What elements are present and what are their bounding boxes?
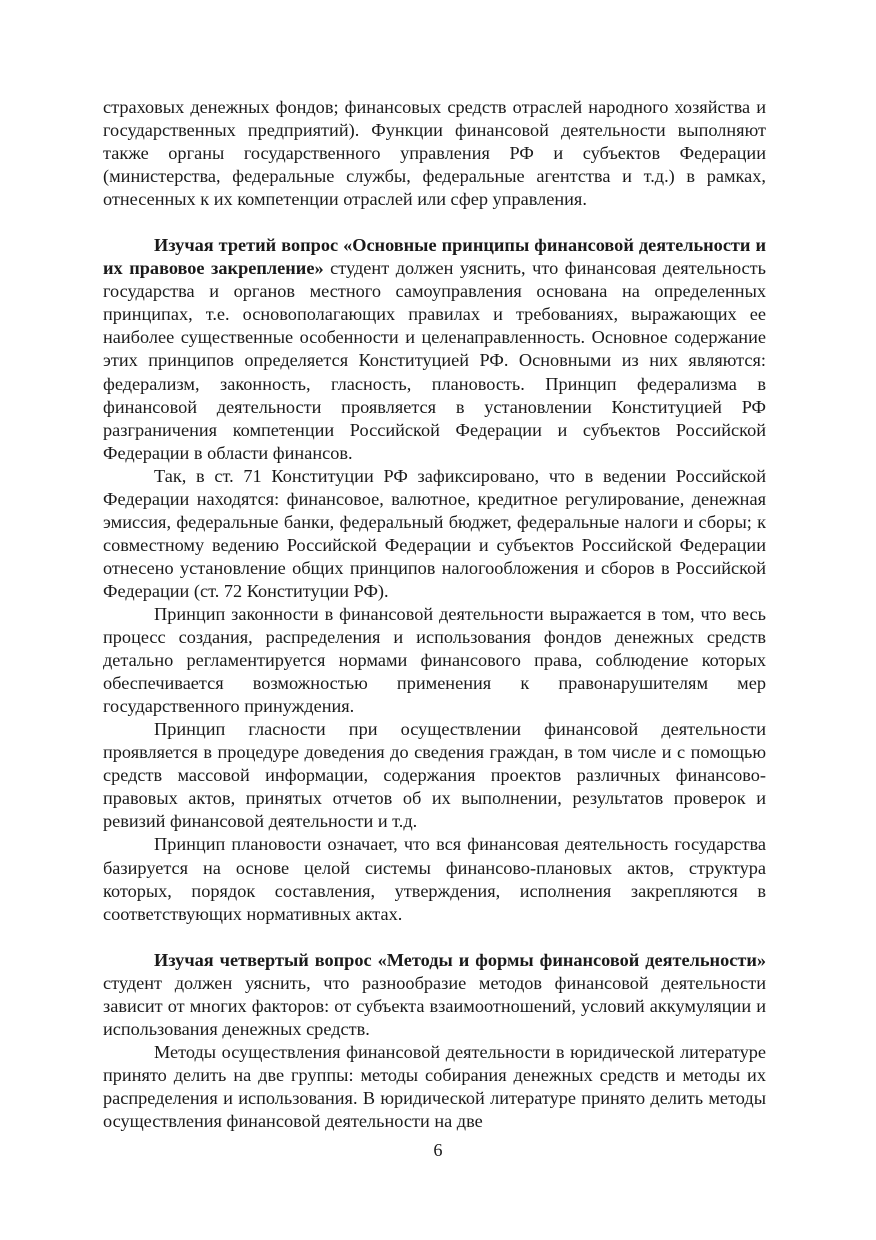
paragraph-question-4 xyxy=(103,949,766,1041)
paragraph-methods: Методы осуществления финансовой деятельности в юридической литературе принято делить на две группы: методы собирания денежных средств и методы их распределения и использования. В юридической литературе принято делить методы осуществления финансовой деятельности на две xyxy=(103,1041,766,1131)
question-4-heading: Изучая четвертый вопрос «Методы и формы финансовой деятельности» xyxy=(154,949,766,970)
paragraph-planning: Принцип плановости означает, что вся финансовая деятельность государства базируется на основе целой системы финансово-плановых актов, структура которых, порядок составления, утверждения, исполнения закрепляются в соответствующих нормативных актах. xyxy=(103,834,766,924)
paragraph-article-71: Так, в ст. 71 Конституции РФ зафиксировано, что в ведении Российской Федерации находятся: финансовое, валютное, кредитное регулирование, денежная эмиссия, федеральные банки, федеральный бюджет, федеральные налоги и сборы; к совместному ведению Российской Федерации и субъектов Российской Федерации отнесено установление общих принципов налогообложения и сборов в Российской Федерации (ст. 72 Конституции РФ). xyxy=(103,465,766,601)
page-number: 6 xyxy=(433,1140,443,1160)
question-3-text: студент должен уяснить, что финансовая деятельность государства и органов местного самоуправления основана на определенных принципах, т.е. основополагающих правилах и требованиях, выражающих ее наиболее существенные особенности и целенаправленность. Основное содержание этих принципов определяется Конституцией РФ. Основными из них являются: федерализм, законность, гласность, плановость. Принцип федерализма в финансовой деятельности проявляется в установлении Конституцией РФ разграничения компетенции Российской Федерации и субъектов Российской Федерации в области финансов. xyxy=(103,258,766,463)
paragraph-question-3 xyxy=(103,234,766,464)
document-page xyxy=(103,96,766,1133)
question-4-text: студент должен уяснить, что разнообразие методов финансовой деятельности зависит от многих факторов: от субъекта взаимоотношений, условий аккумуляции и использования денежных средств. xyxy=(103,972,766,1039)
question-3-heading: Изучая третий вопрос «Основные принципы финансовой деятельности и их правовое закрепление» xyxy=(103,235,766,279)
paragraph-intro: страховых денежных фондов; финансовых средств отраслей народного хозяйства и государственных предприятий). Функции финансовой деятельности выполняют также органы государственного управления РФ и субъектов Федерации (министерства, федеральные службы, федеральные агентства и т.д.) в рамках, отнесенных к их компетенции отраслей или сфер управления. xyxy=(103,97,766,210)
paragraph-publicity: Принцип гласности при осуществлении финансовой деятельности проявляется в процедуре доведения до сведения граждан, в том числе и с помощью средств массовой информации, содержания проектов различных финансово-правовых актов, принятых отчетов об их выполнении, результатов проверок и ревизий финансовой деятельности и т.д. xyxy=(103,719,766,832)
paragraph-legality: Принцип законности в финансовой деятельности выражается в том, что весь процесс создания, распределения и использования фондов денежных средств детально регламентируется нормами финансового права, соблюдение которых обеспечивается возможностью применения к правонарушителям мер государственного принуждения. xyxy=(103,603,766,717)
